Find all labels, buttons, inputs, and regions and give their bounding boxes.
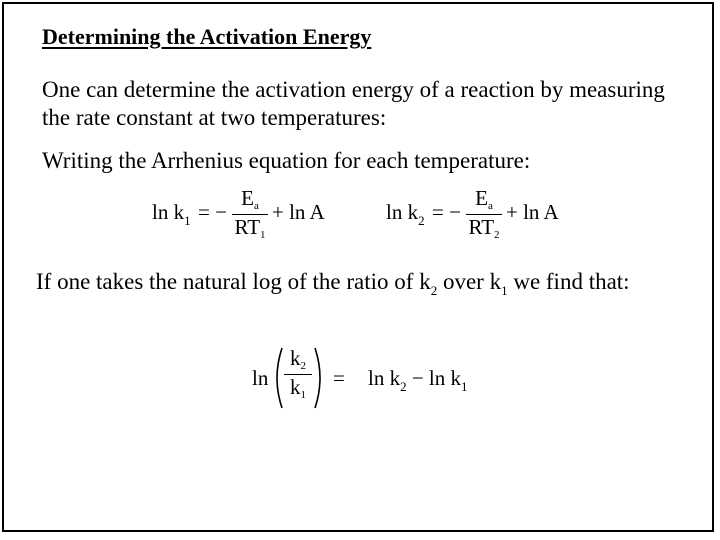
eq1-fraction xyxy=(232,186,268,243)
eq1-lhs-subscript: 1 xyxy=(184,213,191,228)
arrhenius-intro: Writing the Arrhenius equation for each temperature: xyxy=(42,148,531,173)
eq3-rhs-lnk2: ln k xyxy=(368,366,401,390)
ratio-intro-part-b: over k xyxy=(437,269,502,294)
eq3-den-subscript: 1 xyxy=(300,389,306,401)
eq3-equals: = xyxy=(333,366,345,390)
eq1-num-subscript: a xyxy=(253,200,259,212)
ratio-intro-part-a: If one takes the natural log of the ratio of k xyxy=(36,269,431,294)
eq2-den-text: RT xyxy=(468,215,495,239)
eq3-numerator xyxy=(284,346,312,374)
eq3-fraction xyxy=(284,346,312,403)
eq2-lhs xyxy=(386,200,425,228)
eq2-tail: + ln A xyxy=(506,200,559,224)
eq1-denominator xyxy=(232,215,268,243)
eq2-num-subscript: a xyxy=(487,200,493,212)
eq2-den-subscript: 2 xyxy=(494,229,500,241)
eq1-den-subscript: 1 xyxy=(260,229,266,241)
eq2-fraction xyxy=(466,186,502,243)
eq1-num-text: E xyxy=(241,186,254,210)
eq3-rhs xyxy=(368,366,468,394)
ratio-intro xyxy=(36,268,630,299)
eq3-ln: ln xyxy=(252,366,269,390)
eq3-rhs-minus-lnk1: − ln k xyxy=(406,366,462,390)
ratio-intro-subscript-2: 2 xyxy=(430,283,438,298)
eq2-lnk: ln k xyxy=(386,200,419,224)
eq3-den-text: k xyxy=(290,375,301,399)
eq2-num-text: E xyxy=(475,186,488,210)
eq3-rhs-subscript-1: 1 xyxy=(461,379,468,394)
slide-title: Determining the Activation Energy xyxy=(42,24,372,49)
ratio-intro-part-c: we find that: xyxy=(507,269,630,294)
eq3-num-subscript: 2 xyxy=(300,360,306,372)
eq3-right-paren xyxy=(311,346,329,410)
intro-line-1: One can determine the activation energy of a reaction by measuring xyxy=(42,77,665,102)
eq1-den-text: RT xyxy=(234,215,261,239)
ratio-intro-subscript-1: 1 xyxy=(501,283,508,298)
intro-line-2: the rate constant at two temperatures: xyxy=(42,105,387,130)
eq1-lhs xyxy=(152,200,191,228)
eq3-num-text: k xyxy=(290,346,301,370)
eq2-lhs-subscript: 2 xyxy=(418,213,425,228)
eq1-lnk: ln k xyxy=(152,200,185,224)
eq2-denominator xyxy=(466,215,502,243)
eq3-rhs-subscript-2: 2 xyxy=(400,379,407,394)
eq2-equals: = − xyxy=(432,200,461,224)
eq1-equals: = − xyxy=(198,200,227,224)
eq2-numerator xyxy=(466,186,502,214)
eq1-tail: + ln A xyxy=(272,200,325,224)
eq1-numerator xyxy=(232,186,268,214)
eq3-denominator xyxy=(284,375,312,403)
